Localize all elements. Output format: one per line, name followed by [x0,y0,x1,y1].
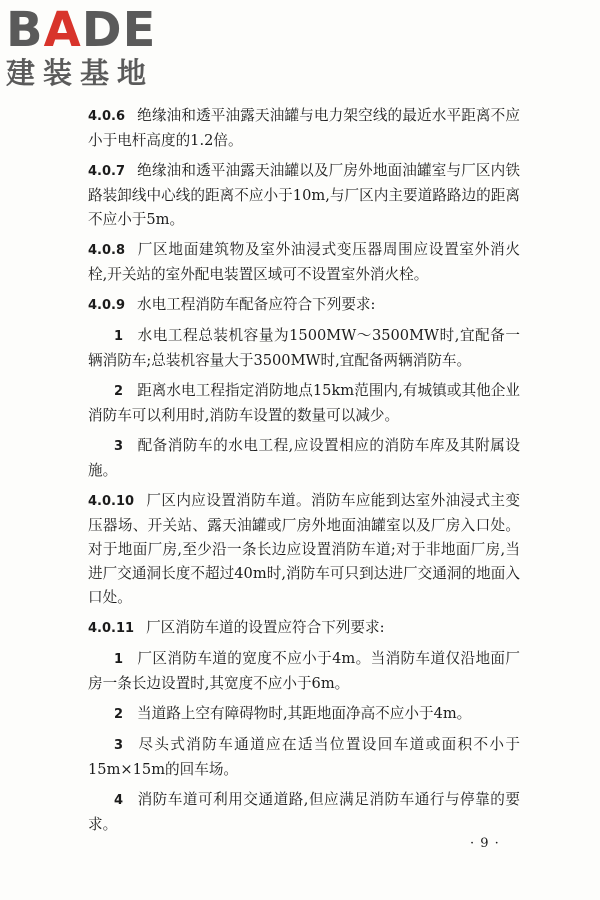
item-text: 尽头式消防车通道应在适当位置设回车道或面积不小于15m×15m的回车场。 [88,736,520,778]
item-text: 当道路上空有障碍物时,其距地面净高不应小于4m。 [137,705,472,722]
item-number: 1 [114,329,124,344]
clause-4-0-11-item-1 [88,647,520,696]
logo-subtitle: 建装基地 [6,56,155,90]
item-number: 2 [114,384,124,399]
item-number: 3 [114,439,124,454]
clause-4-0-9 [88,293,520,318]
item-text: 水电工程总装机容量为1500MW～3500MW时,宜配备一辆消防车;总装机容量大于3500MW时,宜配备两辆消防车。 [88,327,520,369]
clause-4-0-10 [88,489,520,610]
clause-4-0-9-item-2 [88,379,520,428]
brand-logo [6,4,181,94]
item-text: 配备消防车的水电工程,应设置相应的消防车库及其附属设施。 [88,437,520,479]
clause-4-0-11 [88,616,520,641]
item-text: 距离水电工程指定消防地点15km范围内,有城镇或其他企业消防车可以利用时,消防车设置的数量可以减少。 [88,382,520,424]
clause-text: 厂区内应设置消防车道。消防车应能到达室外油浸式主变压器场、开关站、露天油罐或厂房外地面油罐室以及厂房入口处。对于地面厂房,至少沿一条长边应设置消防车道;对于非地面厂房,当进厂交通洞长度不超过40m时,消防车可只到达进厂交通洞的地面入口处。 [88,492,520,606]
clause-number: 4.0.10 [88,494,135,509]
clause-text: 水电工程消防车配备应符合下列要求: [137,296,376,313]
clause-4-0-11-item-4 [88,788,520,837]
clause-number: 4.0.9 [88,298,126,313]
clause-number: 4.0.11 [88,621,135,636]
item-text: 厂区消防车道的宽度不应小于4m。当消防车道仅沿地面厂房一条长边设置时,其宽度不应小于6m。 [88,650,520,692]
clause-text: 厂区地面建筑物及室外油浸式变压器周围应设置室外消火栓,开关站的室外配电装置区域可不设置室外消火栓。 [88,241,520,283]
clause-number: 4.0.6 [88,109,126,124]
logo-accent-letter: A [43,2,82,58]
clause-number: 4.0.8 [88,243,126,258]
clause-4-0-9-item-3 [88,434,520,483]
clause-4-0-8 [88,238,520,287]
clause-4-0-11-item-2 [88,702,520,727]
item-number: 1 [114,652,124,667]
document-body [88,104,520,843]
clause-4-0-7 [88,159,520,232]
clause-text: 厂区消防车道的设置应符合下列要求: [146,619,385,636]
clause-text: 绝缘油和透平油露天油罐以及厂房外地面油罐室与厂区内铁路装卸线中心线的距离不应小于10m,与厂区内主要道路路边的距离不应小于5m。 [88,162,520,228]
clause-4-0-9-item-1 [88,324,520,373]
page-number: · 9 · [470,836,500,851]
clause-text: 绝缘油和透平油露天油罐与电力架空线的最近水平距离不应小于电杆高度的1.2倍。 [88,107,520,149]
logo-wordmark: BADE [6,2,157,58]
item-text: 消防车道可利用交通道路,但应满足消防车通行与停靠的要求。 [88,791,520,833]
item-number: 3 [114,738,124,753]
clause-number: 4.0.7 [88,164,126,179]
clause-4-0-6 [88,104,520,153]
clause-4-0-11-item-3 [88,733,520,782]
item-number: 2 [114,707,124,722]
item-number: 4 [114,793,124,808]
